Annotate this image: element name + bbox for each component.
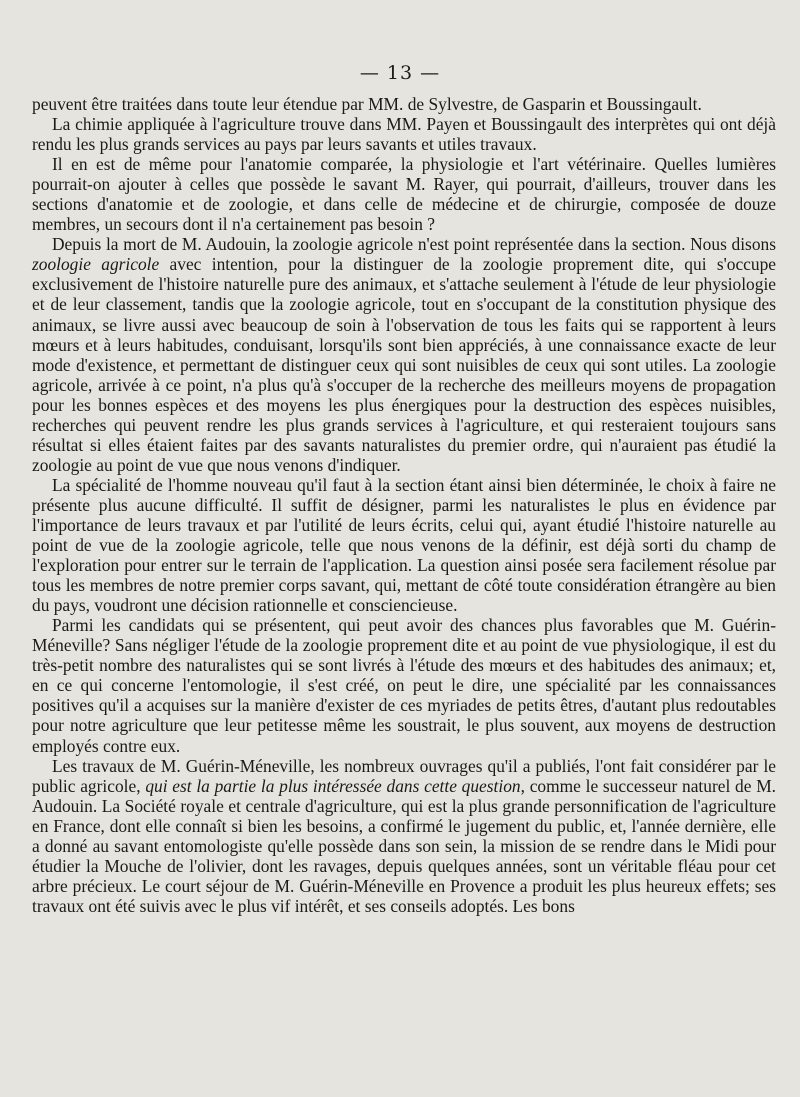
text-run: Les travaux de M. Guérin-Méneville, les nombreux ouvrages qu'il a publiés, l'ont fait considérer par le public agricole,: [32, 755, 776, 796]
text-run: avec intention, pour la distinguer de la zoologie proprement dite, qui s'occupe exclusivement de l'histoire naturelle pure des animaux, et s'attache seulement à l'étude de leur physiologie et de leur classement, tandis que la zoologie agricole, tout en s'occupant de la constitution physique des animaux, se livre aussi avec beaucoup de soin à l'observation de tous les faits qui se rapportent à leurs mœurs et à leurs habitudes, conduisant, lorsqu'ils sont bien appréciés, à une connaissance exacte de leur mode d'existence, et permettant de distinguer ceux qui sont nuisibles de ceux qui sont utiles. La zoologie agricole, arrivée à ce point, n'a plus qu'à s'occuper de la recherche des meilleurs moyens de propagation pour les bonnes espèces et des moyens les plus énergiques pour la destruction des espèces nuisibles, recherches qui peuvent rendre les plus grands services à l'agriculture, et qui resteraient toujours sans résultat si elles étaient faites par des savants naturalistes du premier ordre, qui n'auraient pas étudié la zoologie au point de vue que nous venons d'indiquer.: [32, 254, 776, 475]
paragraph: [32, 94, 776, 114]
paragraph: [32, 756, 776, 916]
paragraph: [32, 154, 776, 234]
paragraph: [32, 114, 776, 154]
body-text: [32, 94, 776, 916]
paragraph: [32, 615, 776, 755]
paragraph: [32, 475, 776, 615]
text-run: Il en est de même pour l'anatomie comparée, la physiologie et l'art vétérinaire. Quelles lumières pourrait-on ajouter à celles que possède le savant M. Rayer, qui pourrait, d'ailleurs, trouver dans les sections d'anatomie et de zoologie, et dans celle de médecine et de chirurgie, composée de douze membres, un secours dont il n'a certainement pas besoin ?: [32, 154, 776, 235]
italic-text: zoologie agricole: [32, 254, 160, 275]
text-run: Parmi les candidats qui se présentent, qui peut avoir des chances plus favorables que M. Guérin-Méneville? Sans négliger l'étude de la zoologie proprement dite et au point de vue physiologique, il est du très-petit nombre des naturalistes qui se sont livrés à l'étude des mœurs et des habitudes des animaux; et, en ce qui concerne l'entomologie, il s'est créé, on peut le dire, une spécialité par les connaissances positives qu'il a acquises sur la manière d'exister de ces myriades de petits êtres, d'autant plus redoutables pour notre agriculture que leur petitesse même les soustrait, le plus souvent, aux moyens de destruction employés contre eux.: [32, 615, 776, 756]
text-run: , comme le successeur naturel de M. Audouin. La Société royale et centrale d'agriculture, qui est la plus grande personnification de l'agriculture en France, dont elle connaît si bien les besoins, a confirmé le jugement du public, et, l'année dernière, elle a donné au savant entomologiste qu'elle possède dans son sein, la mission de se rendre dans le Midi pour étudier la Mouche de l'olivier, dont les ravages, depuis quelques années, sont un véritable fléau pour cet arbre précieux. Le court séjour de M. Guérin-Méneville en Provence a produit les plus heureux effets; ses travaux ont été suivis avec le plus vif intérêt, et ses conseils adoptés. Les bons: [32, 775, 777, 916]
italic-text: qui est la partie la plus intéressée dans cette question: [145, 775, 521, 796]
paragraph: [32, 234, 776, 475]
text-run: peuvent être traitées dans toute leur étendue par MM. de Sylvestre, de Gasparin et Boussingault.: [32, 94, 702, 114]
text-run: La spécialité de l'homme nouveau qu'il faut à la section étant ainsi bien déterminée, le choix à faire ne présente plus aucune difficulté. Il suffit de désigner, parmi les naturalistes le plus en évidence par l'importance de leurs travaux et par l'utilité de leurs écrits, celui qui, ayant étudié l'histoire naturelle au point de vue de la zoologie agricole, telle que nous venons de la définir, est déjà sorti du champ de l'exploration pour entrer sur le terrain de l'application. La question ainsi posée sera facilement résolue par tous les membres de notre premier corps savant, qui, mettant de côté toute considération étrangère au bien du pays, voudront une décision rationnelle et consciencieuse.: [32, 474, 776, 616]
page-number: — 13 —: [359, 62, 441, 84]
text-run: Depuis la mort de M. Audouin, la zoologie agricole n'est point représentée dans la section. Nous disons: [52, 234, 776, 255]
text-run: La chimie appliquée à l'agriculture trouve dans MM. Payen et Boussingault des interprètes qui ont déjà rendu les plus grands services au pays par leurs savants et utiles travaux.: [32, 114, 776, 155]
